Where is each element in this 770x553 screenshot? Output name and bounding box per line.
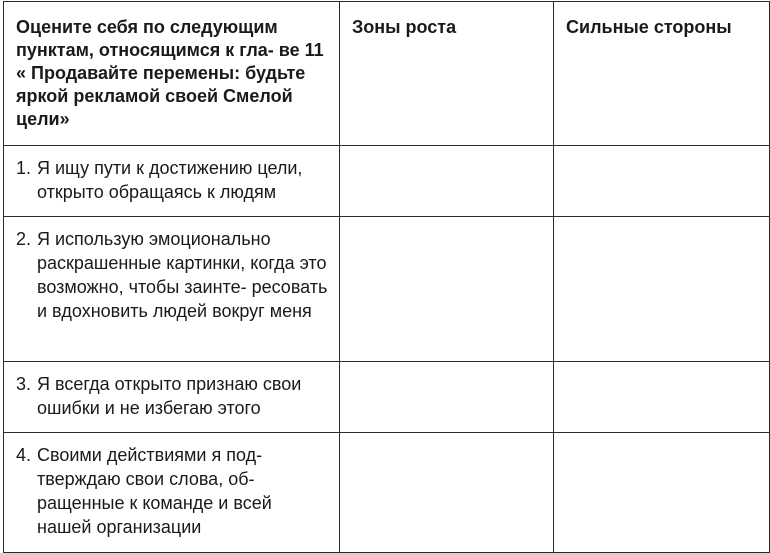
header-criteria: [4, 2, 340, 146]
statement-text: Я использую эмоционально раскрашенные картинки, когда это возможно, чтобы заинте- ресовать и вдохновить людей вокруг меня: [37, 229, 328, 321]
statement-text: Своими действиями я под- тверждаю свои слова, об- ращенные к команде и всей нашей организации: [37, 445, 272, 537]
strength-cell[interactable]: [554, 362, 770, 433]
statement-number: 2.: [16, 229, 32, 249]
growth-zone-cell[interactable]: [340, 433, 554, 553]
table-row: [4, 146, 770, 217]
table-header-row: [4, 2, 770, 146]
statement-cell: [4, 433, 340, 553]
header-criteria-text: Оцените себя по следующим пунктам, относящимся к гла- ве 11 « Продавайте перемены: будьте яркой рекламой своей Смелой цели»: [16, 17, 324, 129]
table-row: [4, 217, 770, 362]
statement-text: Я всегда открыто признаю свои ошибки и не избегаю этого: [37, 374, 302, 418]
statement-number: 4.: [16, 445, 32, 465]
strength-cell[interactable]: [554, 217, 770, 362]
table-row: [4, 362, 770, 433]
header-strengths: [554, 2, 770, 146]
strength-cell[interactable]: [554, 146, 770, 217]
growth-zone-cell[interactable]: [340, 217, 554, 362]
statement-cell: [4, 362, 340, 433]
table-row: [4, 433, 770, 553]
header-growth-zones-text: Зоны роста: [352, 17, 457, 37]
growth-zone-cell[interactable]: [340, 362, 554, 433]
statement-text: Я ищу пути к достижению цели, открыто обращаясь к людям: [37, 158, 303, 202]
header-strengths-text: Сильные стороны: [566, 17, 732, 37]
statement-number: 1.: [16, 158, 32, 178]
statement-cell: [4, 217, 340, 362]
statement-number: 3.: [16, 374, 32, 394]
self-assessment-table: [3, 1, 770, 553]
growth-zone-cell[interactable]: [340, 146, 554, 217]
header-growth-zones: [340, 2, 554, 146]
strength-cell[interactable]: [554, 433, 770, 553]
statement-cell: [4, 146, 340, 217]
